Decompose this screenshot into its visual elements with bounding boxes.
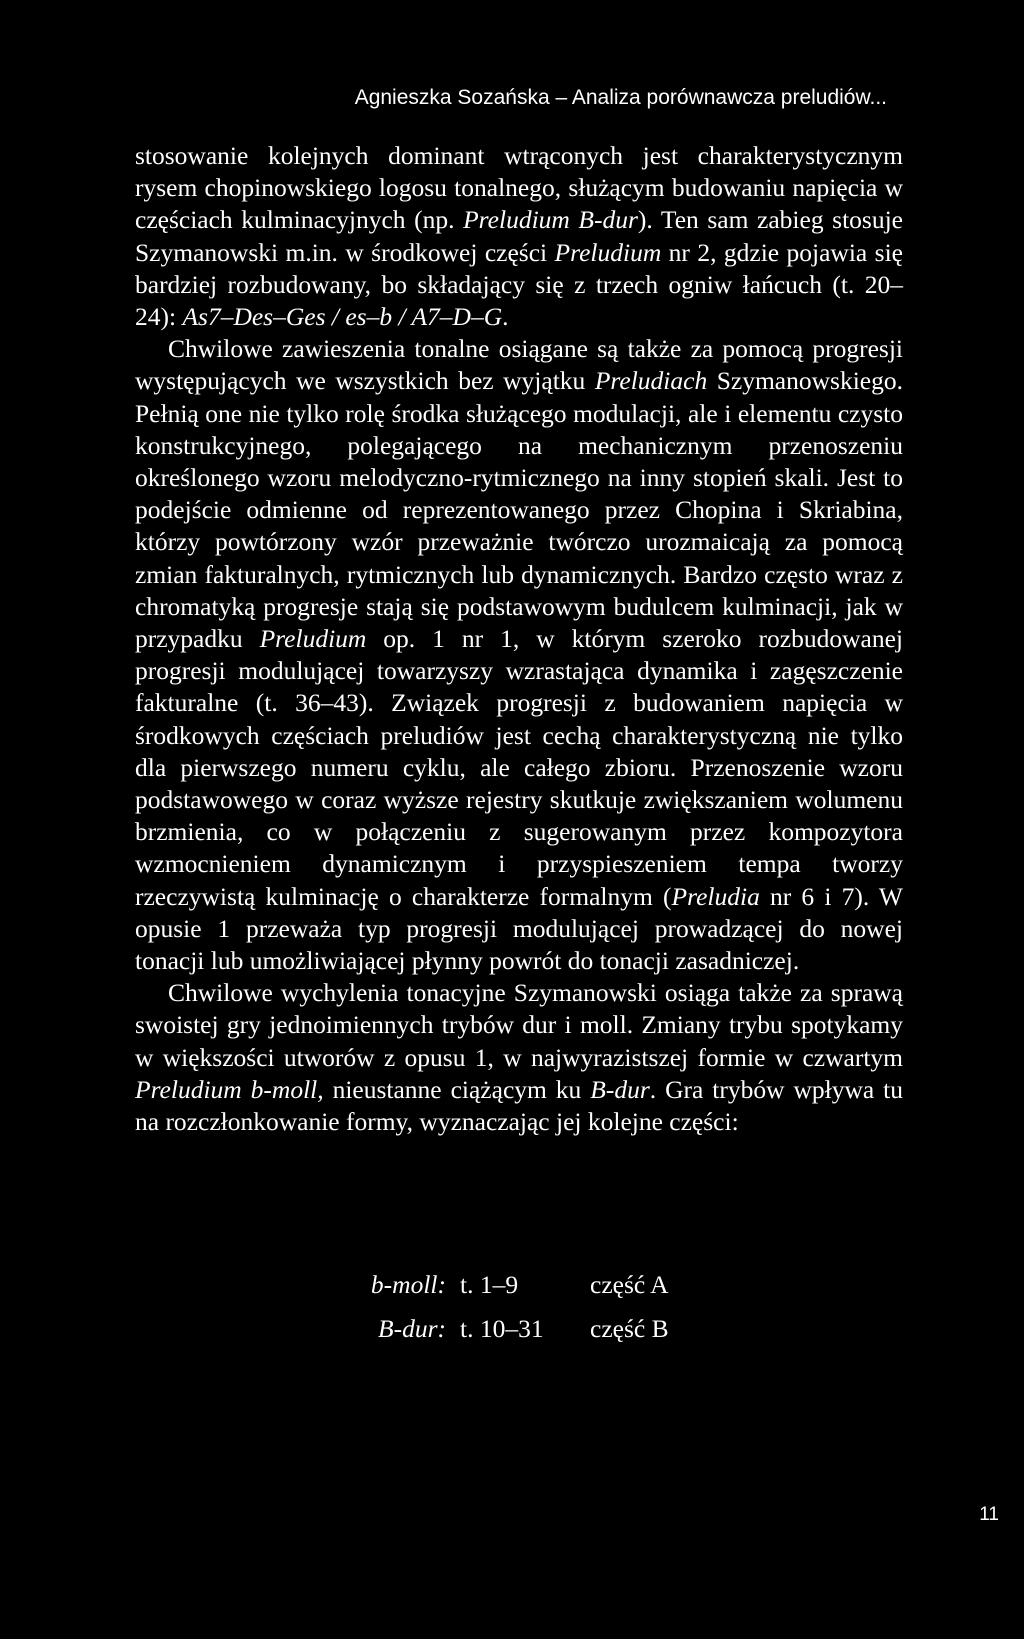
form-table-row [356,1314,669,1358]
text-run: nr 6 i 7). W opusie 1 przeważa typ progresji modulującej prowadzącej do nowej tonacji lub umożliwiającej płynny powrót do tonacji zasadniczej. [135,881,903,976]
text-run: . [502,302,509,332]
paragraph [135,333,903,977]
text-run: Chwilowe wychylenia tonacyjne Szymanowski osiąga także za sprawą swoistej gry jednoimiennych trybów dur i moll. Zmiany trybu spotykamy w większości utworów z opusu 1, w najwyrazistszej formie w czwartym [135,978,903,1072]
italic-text: Preludia [671,881,760,911]
text-run: stosowanie kolejnych dominant wtrąconych jest charakterystycznym rysem chopinowskiego logosu tonalnego, służącym budowaniu napięcia w częściach kulminacyjnych (np. [135,141,903,235]
bar-range: t. 10–31 [460,1314,544,1343]
italic-text: Preludium [554,237,662,267]
section-label: część A [590,1270,669,1299]
italic-text: As7–Des–Ges / es–b / A7–D–G [182,302,503,332]
section-label: część B [590,1314,669,1343]
mode-label: b-moll: [370,1270,446,1299]
bar-range: t. 1–9 [460,1270,519,1299]
body-text [135,140,903,1138]
text-run: nr 2, gdzie pojawia się bardziej rozbudowany, bo składający się z trzech ogniw łańcuch (t. 20–24): [135,237,903,332]
text-run: nieustanne ciążącym ku [323,1074,591,1104]
text-run: . Gra trybów wpływa tu na rozczłonkowanie formy, wyznaczając jej kolejne części: [135,1074,903,1137]
mode-label: B-dur: [378,1314,446,1343]
paragraph [135,140,903,333]
text-run: Chwilowe zawieszenia tonalne osiągane są także za pomocą progresji występujących we wszystkich bez wyjątku [135,334,903,396]
text-run: op. 1 nr 1, w którym szeroko rozbudowanej progresji modulującej towarzyszy wzrastająca dynamika i zagęszczenie fakturalne (t. 36–43). Związek progresji z budowaniem napięcia w środkowych częściach preludiów jest cechą charakterystyczną nie tylko dla pierwszego numeru cyklu, ale całego zbioru. Przenoszenie wzoru podstawowego w coraz wyższe rejestry skutkuje zwiększaniem wolumenu brzmienia, co w połączeniu z sugerowanym przez kompozytora wzmocnieniem dynamicznym i przyspieszeniem tempa tworzy rzeczywistą kulminację o charakterze formalnym ( [135,624,903,911]
paragraph [135,977,903,1138]
form-table-row [356,1270,669,1314]
italic-text: Preludium [259,624,367,654]
italic-text: Preludium b-moll, [135,1074,324,1104]
form-structure-table [356,1270,669,1358]
text-run: ). Ten sam zabieg stosuje Szymanowski m.in. w środkowej części [135,205,903,267]
page-number: 11 [979,1504,999,1525]
italic-text: B-dur [590,1074,650,1104]
running-header: Agnieszka Sozańska – Analiza porównawcza preludiów... [354,86,887,109]
italic-text: Preludiach [594,366,708,396]
italic-text: Preludium B-dur [463,205,638,235]
text-run: Szymanowskiego. Pełnią one nie tylko rolę środka służącego modulacji, ale i elementu czysto konstrukcyjnego, polegającego na mechanicznym przenoszeniu określonego wzoru melodyczno-rytmicznego na inny stopień skali. Jest to podejście odmienne od reprezentowanego przez Chopina i Skriabina, którzy powtórzony wzór przeważnie twórczo urozmaicają za pomocą zmian fakturalnych, rytmicznych lub dynamicznych. Bardzo często wraz z chromatyką progresje stają się podstawowym budulcem kulminacji, jak w przypadku [135,366,903,654]
